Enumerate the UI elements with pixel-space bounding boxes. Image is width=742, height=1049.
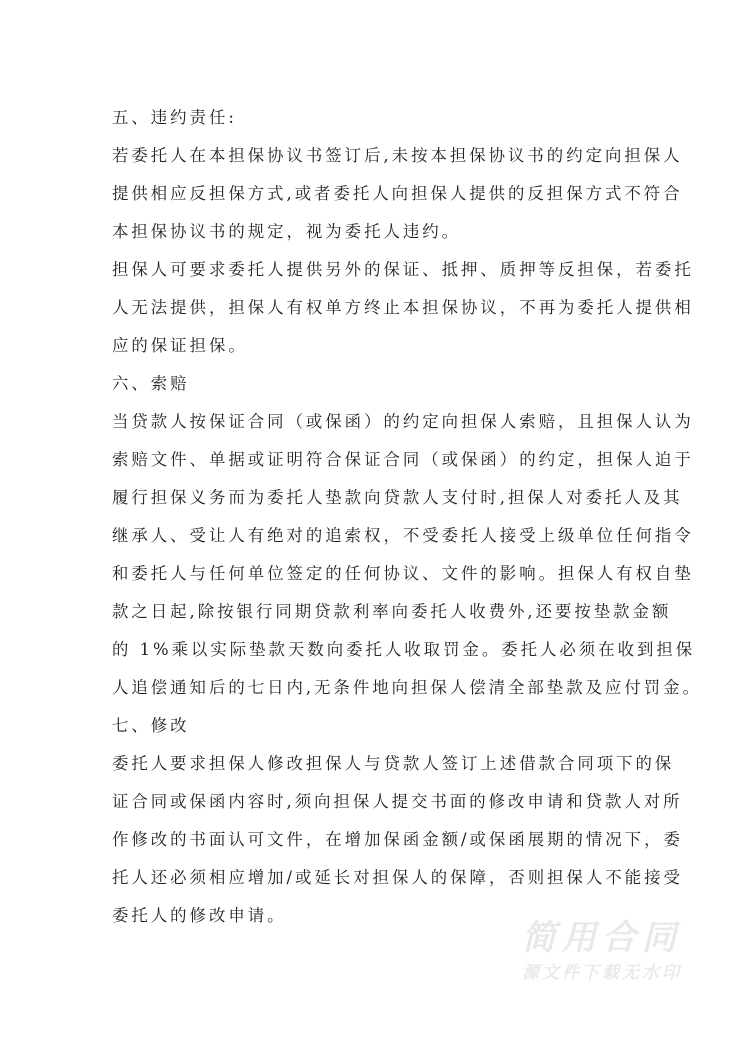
paragraph-line: 人无法提供，担保人有权单方终止本担保协议，不再为委托人提供相 [112,298,694,317]
document-page [112,99,702,935]
section-heading-breach: 五、违约责任: [112,108,237,127]
paragraph-line: 作修改的书面认可文件，在增加保函金额/或保函展期的情况下，委 [112,830,683,849]
paragraph-line: 人追偿通知后的七日内,无条件地向担保人偿清全部垫款及应付罚金。 [112,678,702,697]
paragraph-line: 当贷款人按保证合同（或保函）的约定向担保人索赔，且担保人认为 [112,412,694,431]
section-heading-claims: 六、索赔 [112,374,190,393]
watermark-title: 简用合同 [522,918,682,958]
paragraph-line: 应的保证担保。 [112,336,248,355]
paragraph-line: 和委托人与任何单位签定的任何协议、文件的影响。担保人有权自垫 [112,564,694,583]
watermark [512,918,692,988]
paragraph-line: 托人还必须相应增加/或延长对担保人的保障，否则担保人不能接受 [112,868,683,887]
paragraph-line: 继承人、受让人有绝对的追索权，不受委托人接受上级单位任何指令 [112,526,694,545]
paragraph-line: 委托人的修改申请。 [112,906,287,925]
section-heading-amendment: 七、修改 [112,716,190,735]
watermark-subtitle: 源文件下载无水印 [522,963,682,983]
paragraph-line: 履行担保义务而为委托人垫款向贷款人支付时,担保人对委托人及其 [112,488,683,507]
paragraph-line: 索赔文件、单据或证明符合保证合同（或保函）的约定，担保人迫于 [112,450,694,469]
paragraph-line: 委托人要求担保人修改担保人与贷款人签订上述借款合同项下的保 [112,754,675,773]
paragraph-line: 的 1%乘以实际垫款天数向委托人收取罚金。委托人必须在收到担保 [112,640,696,659]
paragraph-line: 提供相应反担保方式,或者委托人向担保人提供的反担保方式不符合 [112,184,683,203]
paragraph-line: 本担保协议书的规定，视为委托人违约。 [112,222,462,241]
paragraph-line: 担保人可要求委托人提供另外的保证、抵押、质押等反担保，若委托 [112,260,694,279]
paragraph-line: 若委托人在本担保协议书签订后,未按本担保协议书的约定向担保人 [112,146,683,165]
paragraph-line: 款之日起,除按银行同期贷款利率向委托人收费外,还要按垫款金额 [112,602,672,621]
paragraph-line: 证合同或保函内容时,须向担保人提交书面的修改申请和贷款人对所 [112,792,683,811]
